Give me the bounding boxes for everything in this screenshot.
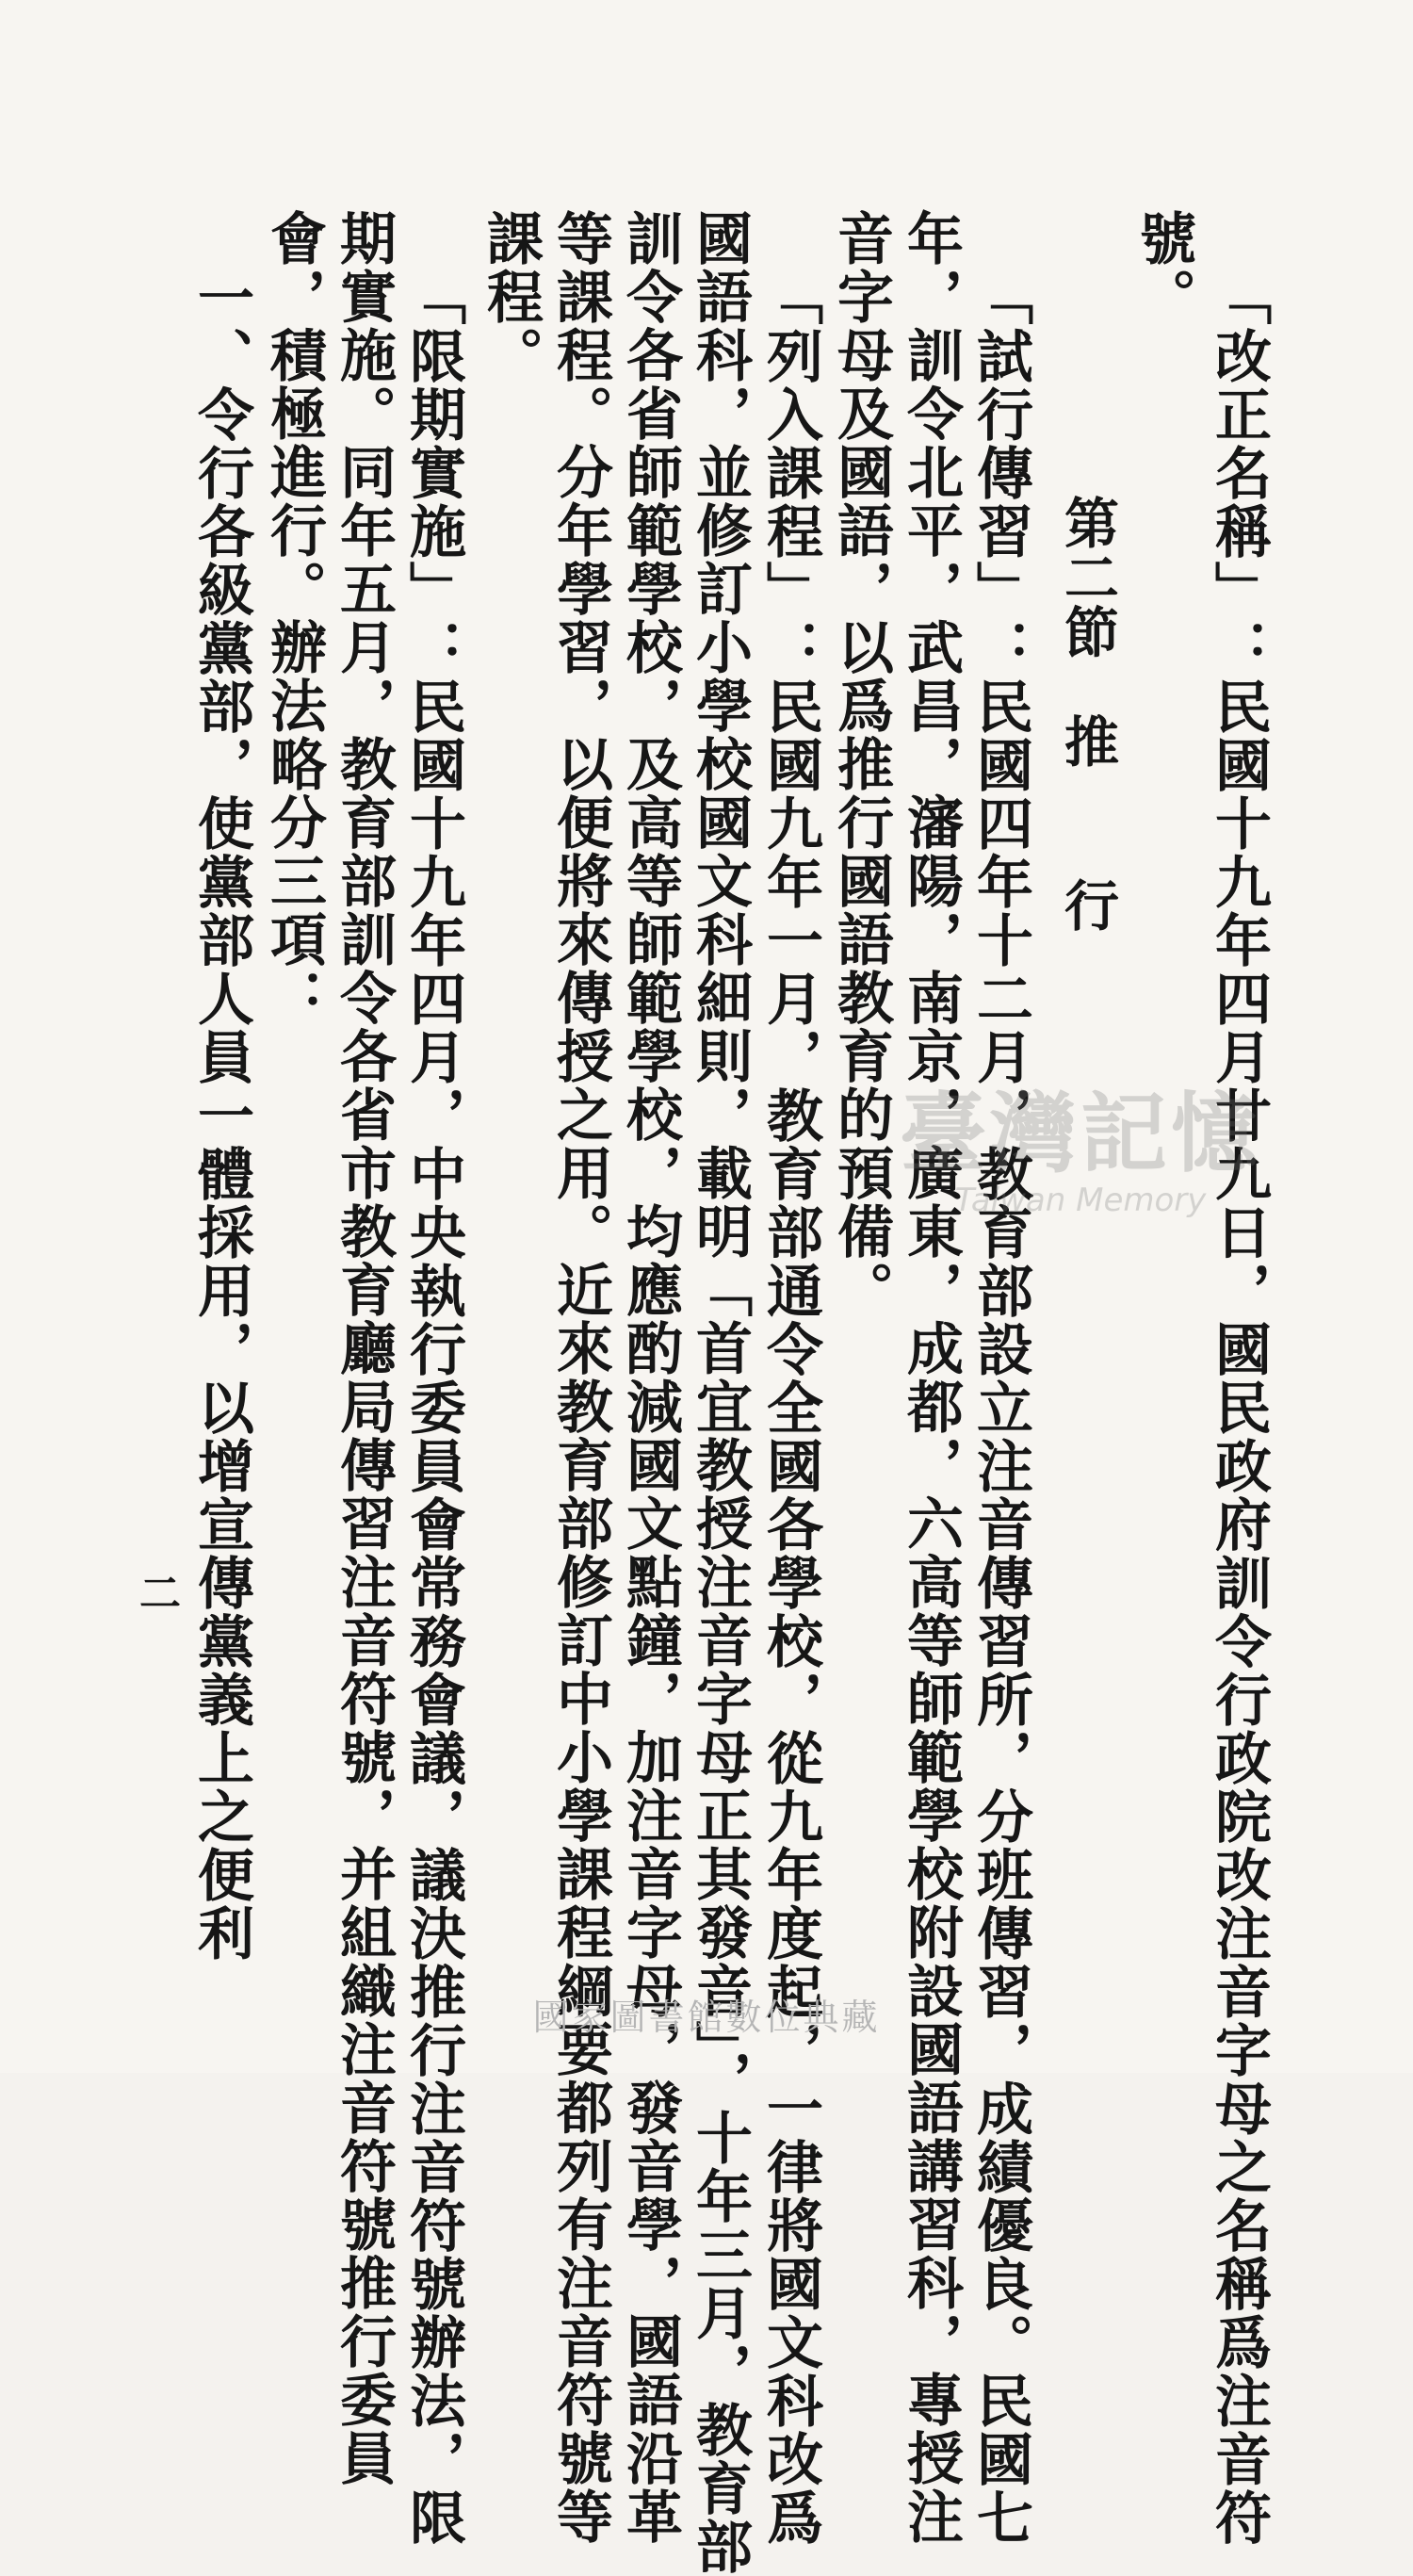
- text-column-3: 「試行傳習」：民國四年十二月，教育部設立注音傳習所，分班傳習，成績優良。民國七: [967, 269, 1033, 2547]
- text-column-1: 「改正名稱」：民國十九年四月廿九日，國民政府訓令行政院改注音字母之名稱爲注音符: [1206, 269, 1272, 2547]
- text-column-13: 會，積極進行。辦法略分三項：: [261, 209, 327, 1027]
- footer-archive-label: 國家圖書館數位典藏: [532, 1997, 881, 2038]
- text-column-11: 「限期實施」：民國十九年四月，中央執行委員會常務會議，議決推行注音符號辦法，限: [400, 269, 466, 2547]
- text-column-4: 年，訓令北平，武昌，瀋陽，南京，廣東，成都，六高等師範學校附設國語講習科，專授注: [898, 209, 964, 2546]
- text-column-14: 一、令行各級黨部，使黨部人員一體採用，以增宣傳黨義上之便利: [188, 269, 254, 1963]
- text-column-8: 訓令各省師範學校，及高等師範學校，均應酌減國文點鐘，加注音字母，發音學，國語沿革: [617, 209, 683, 2546]
- watermark-english: Taiwan Memory: [954, 1182, 1207, 1219]
- watermark-chinese: 臺灣記憶: [900, 1084, 1262, 1184]
- text-column-12: 期實施。同年五月，教育部訓令各省市教育廳局傳習注音符號，并組織注音符號推行委員: [331, 209, 397, 2487]
- section-heading: 第二節 推 行: [1055, 495, 1119, 932]
- text-column-9: 等課程。分年學習，以便將來傳授之用。近來教育部修訂中小學課程綱要都列有注音符號等: [547, 209, 613, 2546]
- text-column-5: 音字母及國語，以爲推行國語教育的預備。: [828, 209, 894, 1319]
- page-number: 二: [139, 1570, 181, 1618]
- text-column-7: 國語科，並修訂小學校國文科細則，載明「首宜教授注音字母正其發音」，十年三月，教育部: [687, 209, 753, 2576]
- text-column-10: 課程。: [478, 209, 544, 384]
- text-column-2: 號。: [1130, 209, 1196, 326]
- text-column-6: 「列入課程」：民國九年一月，教育部通令全國各學校，從九年度起，一律將國文科改爲: [757, 269, 823, 2547]
